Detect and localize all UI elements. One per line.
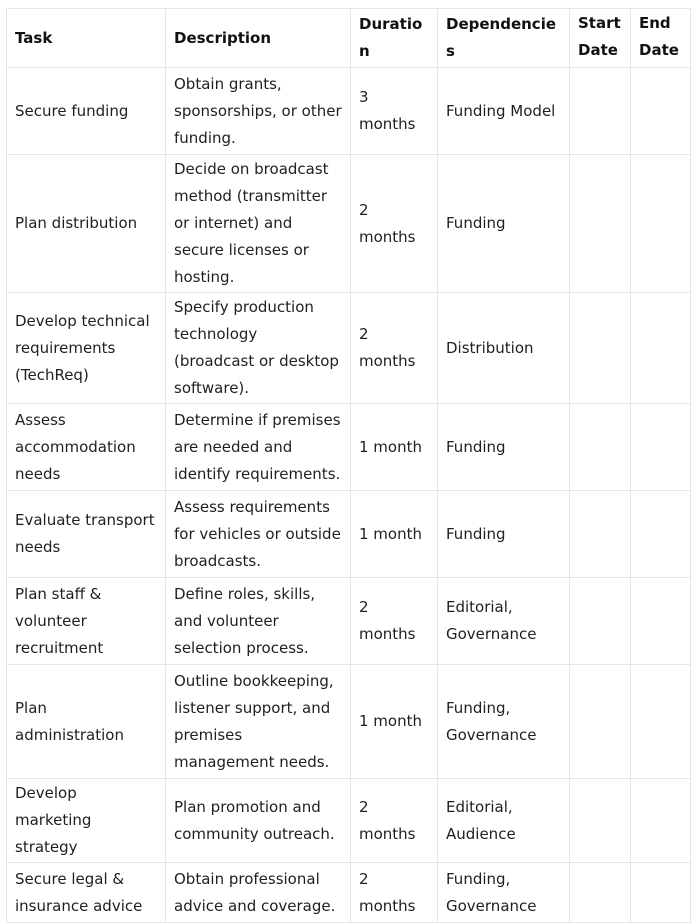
header-dependencies: Dependencies bbox=[438, 9, 570, 68]
cell-duration: 2 months bbox=[351, 578, 438, 665]
cell-description: Specify production technology (broadcast or desktop software). bbox=[166, 293, 351, 404]
cell-dependencies: Funding bbox=[438, 491, 570, 578]
cell-duration: 2 months bbox=[351, 155, 438, 293]
cell-task: Evaluate transport needs bbox=[7, 491, 166, 578]
cell-dependencies: Funding Model bbox=[438, 68, 570, 155]
cell-start-date bbox=[570, 779, 631, 863]
table-row bbox=[7, 578, 691, 665]
cell-duration: 2 months bbox=[351, 863, 438, 923]
cell-description: Assess requirements for vehicles or outside broadcasts. bbox=[166, 491, 351, 578]
cell-start-date bbox=[570, 404, 631, 491]
task-schedule-table bbox=[6, 8, 691, 923]
cell-end-date bbox=[631, 293, 691, 404]
header-task: Task bbox=[7, 9, 166, 68]
table-row bbox=[7, 155, 691, 293]
cell-dependencies: Editorial, Audience bbox=[438, 779, 570, 863]
cell-duration: 3 months bbox=[351, 68, 438, 155]
cell-end-date bbox=[631, 155, 691, 293]
cell-end-date bbox=[631, 404, 691, 491]
cell-start-date bbox=[570, 68, 631, 155]
cell-end-date bbox=[631, 665, 691, 779]
cell-duration: 2 months bbox=[351, 293, 438, 404]
table-row bbox=[7, 665, 691, 779]
cell-end-date bbox=[631, 68, 691, 155]
cell-description: Determine if premises are needed and identify requirements. bbox=[166, 404, 351, 491]
cell-duration: 1 month bbox=[351, 665, 438, 779]
header-start-date: Start Date bbox=[570, 9, 631, 68]
cell-task: Assess accommodation needs bbox=[7, 404, 166, 491]
cell-task: Plan administration bbox=[7, 665, 166, 779]
cell-description: Obtain grants, sponsorships, or other funding. bbox=[166, 68, 351, 155]
cell-duration: 1 month bbox=[351, 404, 438, 491]
cell-end-date bbox=[631, 863, 691, 923]
cell-task: Plan staff & volunteer recruitment bbox=[7, 578, 166, 665]
cell-dependencies: Funding, Governance bbox=[438, 665, 570, 779]
header-end-date: End Date bbox=[631, 9, 691, 68]
table-header bbox=[7, 9, 691, 68]
header-duration: Duration bbox=[351, 9, 438, 68]
cell-start-date bbox=[570, 293, 631, 404]
table-row bbox=[7, 404, 691, 491]
cell-start-date bbox=[570, 578, 631, 665]
table-row bbox=[7, 68, 691, 155]
cell-start-date bbox=[570, 863, 631, 923]
cell-description: Plan promotion and community outreach. bbox=[166, 779, 351, 863]
table-row bbox=[7, 779, 691, 863]
cell-duration: 1 month bbox=[351, 491, 438, 578]
cell-start-date bbox=[570, 491, 631, 578]
cell-task: Secure legal & insurance advice bbox=[7, 863, 166, 923]
cell-dependencies: Distribution bbox=[438, 293, 570, 404]
cell-end-date bbox=[631, 491, 691, 578]
cell-description: Decide on broadcast method (transmitter or internet) and secure licenses or hosting. bbox=[166, 155, 351, 293]
cell-description: Obtain professional advice and coverage. bbox=[166, 863, 351, 923]
cell-dependencies: Funding, Governance bbox=[438, 863, 570, 923]
cell-duration: 2 months bbox=[351, 779, 438, 863]
cell-dependencies: Funding bbox=[438, 404, 570, 491]
header-row bbox=[7, 9, 691, 68]
cell-dependencies: Funding bbox=[438, 155, 570, 293]
cell-description: Define roles, skills, and volunteer selection process. bbox=[166, 578, 351, 665]
table-row bbox=[7, 293, 691, 404]
cell-end-date bbox=[631, 578, 691, 665]
cell-end-date bbox=[631, 779, 691, 863]
table-row bbox=[7, 863, 691, 923]
header-description: Description bbox=[166, 9, 351, 68]
table-row bbox=[7, 491, 691, 578]
cell-task: Develop marketing strategy bbox=[7, 779, 166, 863]
cell-task: Plan distribution bbox=[7, 155, 166, 293]
cell-description: Outline bookkeeping, listener support, and premises management needs. bbox=[166, 665, 351, 779]
cell-start-date bbox=[570, 665, 631, 779]
cell-task: Develop technical requirements (TechReq) bbox=[7, 293, 166, 404]
table-body bbox=[7, 68, 691, 923]
cell-dependencies: Editorial, Governance bbox=[438, 578, 570, 665]
cell-start-date bbox=[570, 155, 631, 293]
cell-task: Secure funding bbox=[7, 68, 166, 155]
